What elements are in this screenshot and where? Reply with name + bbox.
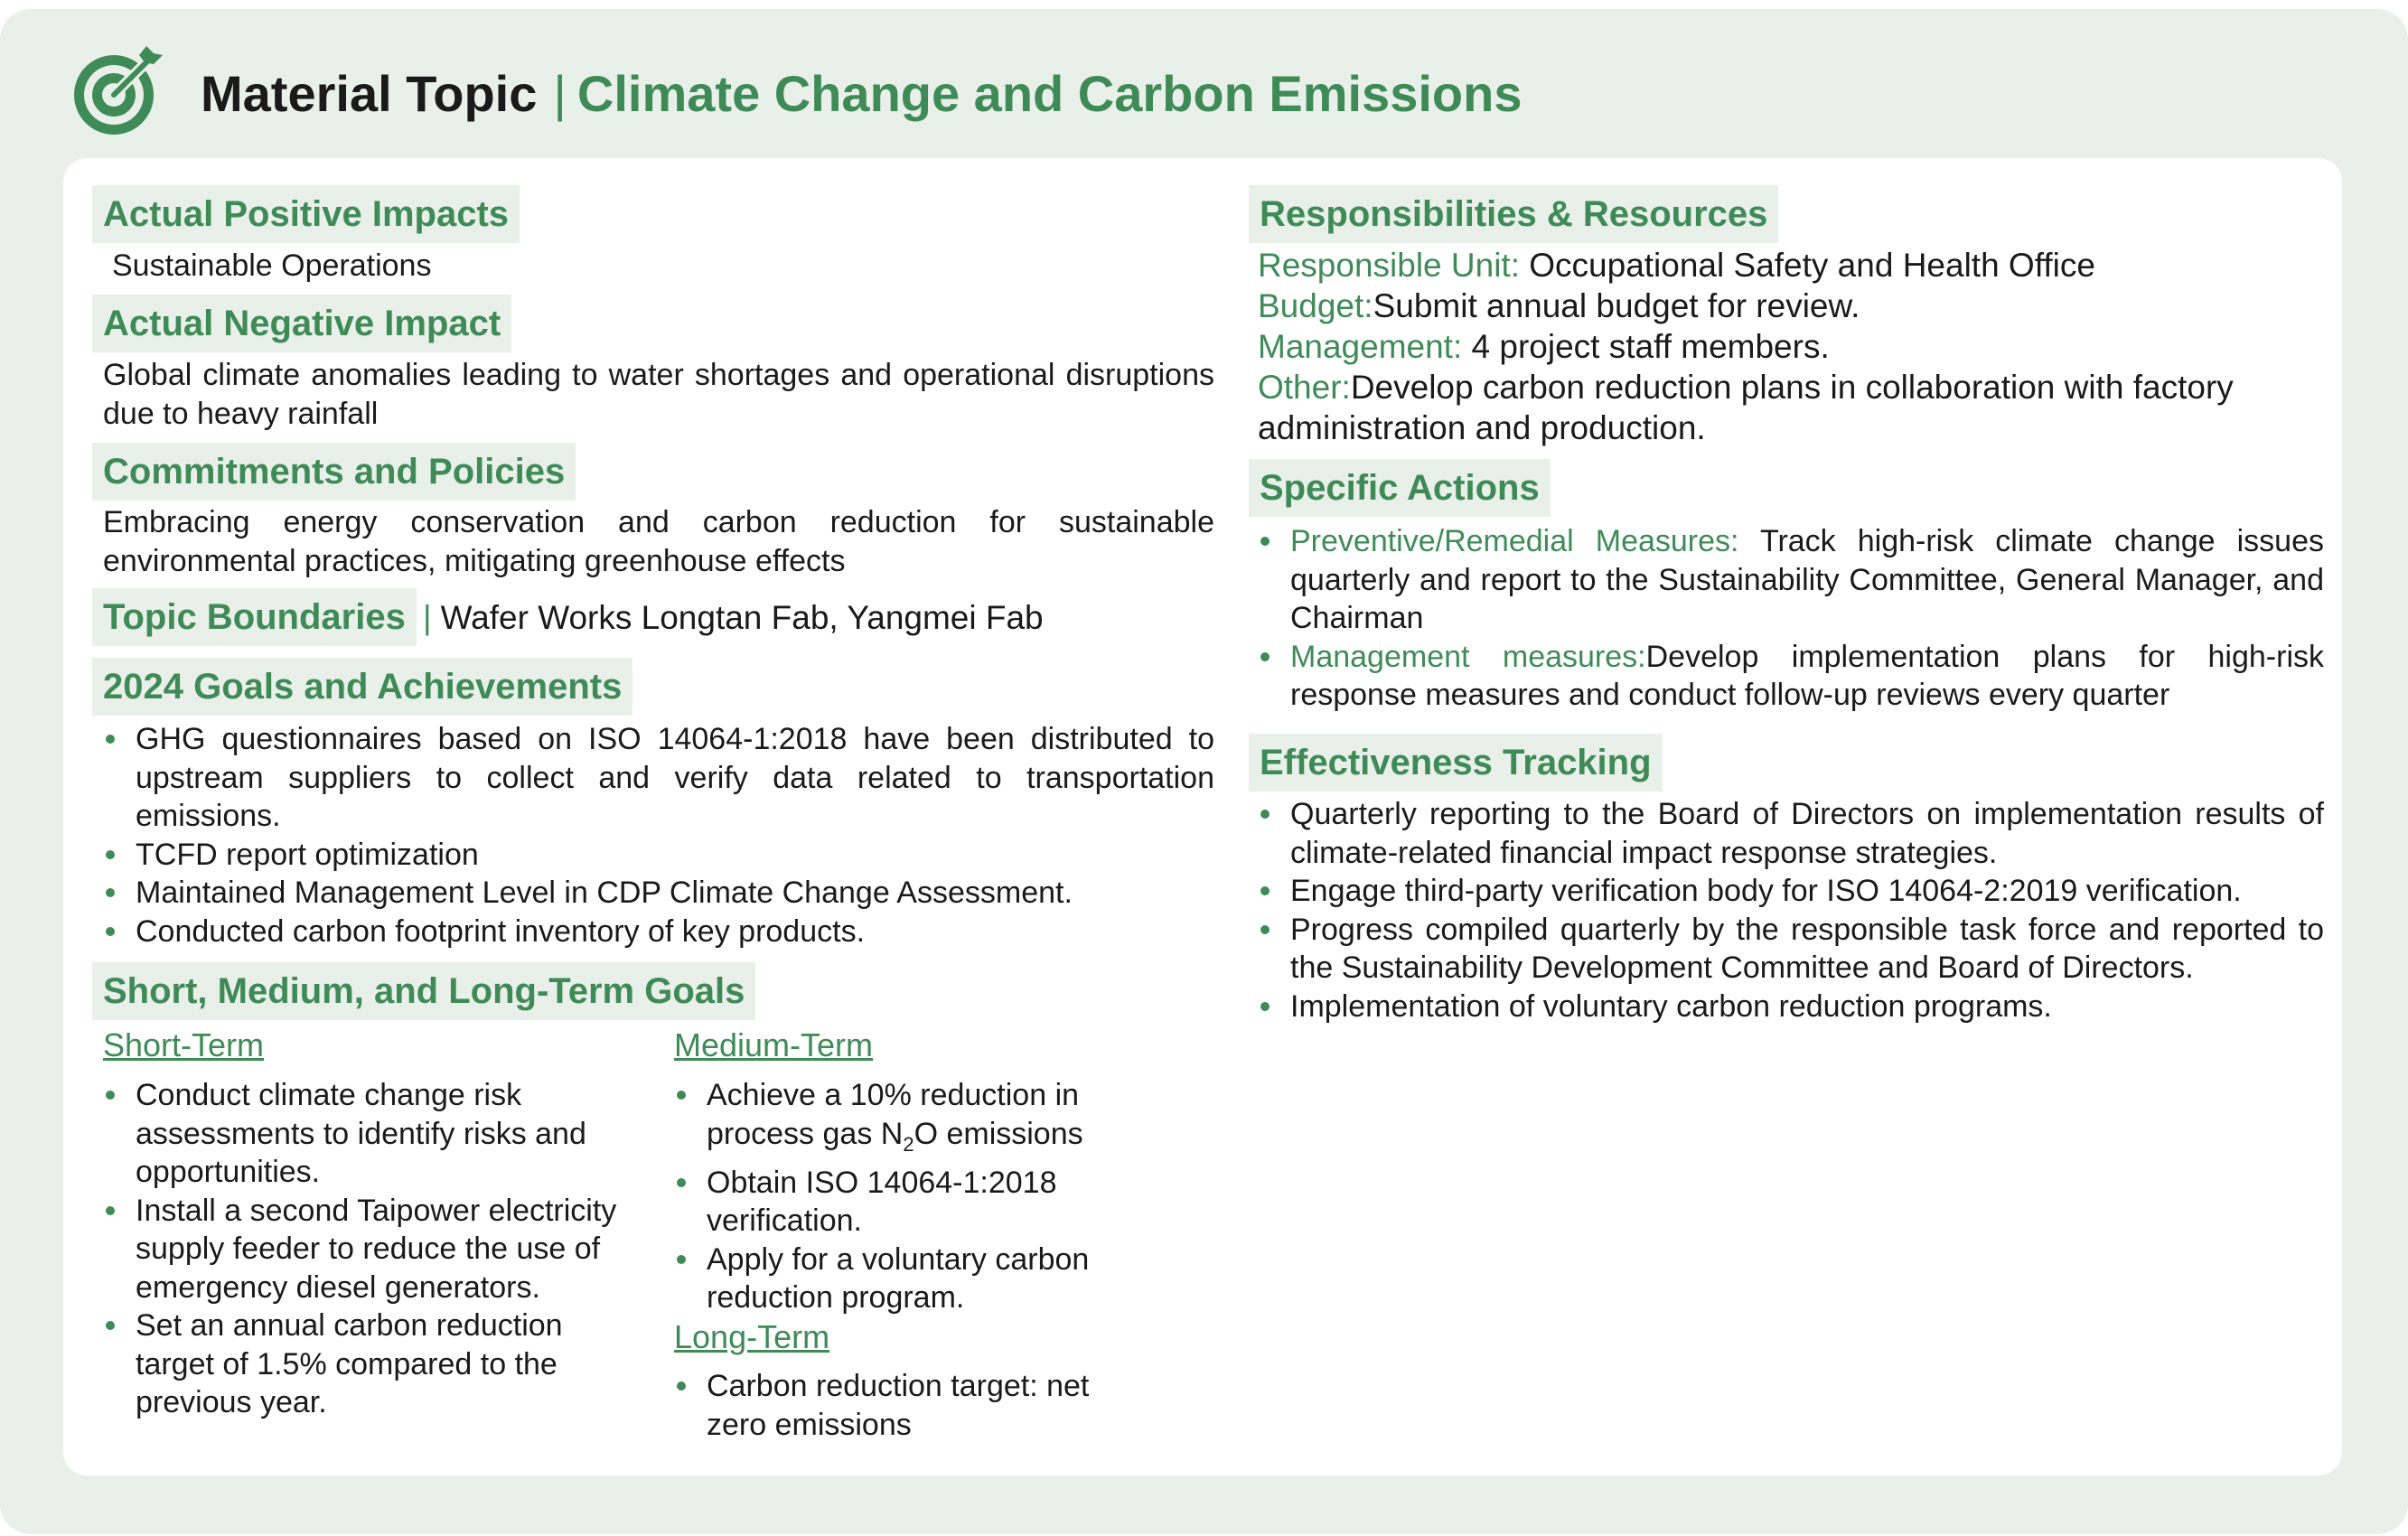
short-term-label: Short-Term <box>103 1026 265 1063</box>
list-item: Set an annual carbon reduction target of 1.5% compared to the previous year. <box>103 1307 618 1422</box>
list-item: Maintained Management Level in CDP Climate Change Assessment. <box>103 874 1214 913</box>
management-line: Management: 4 project staff members. <box>1258 328 1830 365</box>
list-item: Carbon reduction target: net zero emissions <box>674 1367 1144 1444</box>
list-item: Apply for a voluntary carbon reduction program. <box>674 1241 1144 1317</box>
goals-2024-list <box>103 720 1214 951</box>
medium-term-list <box>674 1076 1144 1317</box>
content-panel <box>63 158 2342 1475</box>
list-item: Install a second Taipower electricity supply feeder to reduce the use of emergency diesel generators. <box>103 1192 618 1307</box>
boundaries-text: Wafer Works Longtan Fab, Yangmei Fab <box>440 599 1044 636</box>
list-item: Engage third-party verification body for ISO 14064-2:2019 verification. <box>1258 872 2324 911</box>
medium-term-label: Medium-Term <box>674 1026 874 1063</box>
negative-impact-text: Global climate anomalies leading to water shortages and operational disruptions due to heavy rainfall <box>103 358 1214 431</box>
page-header <box>69 43 1522 143</box>
boundaries-line <box>423 598 1044 637</box>
list-item: Obtain ISO 14064-1:2018 verification. <box>674 1164 1144 1241</box>
long-term-list <box>674 1367 1144 1444</box>
title-main: Material Topic <box>201 64 538 122</box>
budget-line: Budget:Submit annual budget for review. <box>1258 287 1860 324</box>
responsible-unit-line: Responsible Unit: Occupational Safety and Health Office <box>1258 247 2095 284</box>
list-item: Quarterly reporting to the Board of Directors on implementation results of climate-related financial impact response strategies. <box>1258 795 2324 872</box>
responsibilities-heading: Responsibilities & Resources <box>1249 185 1778 243</box>
short-term-list <box>103 1076 618 1422</box>
specific-actions-list <box>1258 522 2324 715</box>
boundaries-separator: | <box>423 599 432 636</box>
commitments-text: Embracing energy conservation and carbon reduction for sustainable environmental practices, mitigating greenhouse effects <box>103 505 1214 578</box>
list-item: Preventive/Remedial Measures: Track high-risk climate change issues quarterly and report to the Sustainability Committee, General Manager, and Chairman <box>1258 522 2324 638</box>
other-line: Other:Develop carbon reduction plans in collaboration with factory administration and production. <box>1258 369 2234 446</box>
commitments-heading: Commitments and Policies <box>92 443 576 501</box>
term-goals-heading: Short, Medium, and Long-Term Goals <box>92 962 755 1020</box>
list-item: TCFD report optimization <box>103 836 1214 875</box>
long-term-label: Long-Term <box>674 1318 830 1355</box>
negative-impact-heading: Actual Negative Impact <box>92 295 511 352</box>
list-item: GHG questionnaires based on ISO 14064-1:2018 have been distributed to upstream suppliers to collect and verify data related to transportation emissions. <box>103 720 1214 836</box>
effectiveness-heading: Effectiveness Tracking <box>1249 734 1663 791</box>
goals-2024-heading: 2024 Goals and Achievements <box>92 658 632 716</box>
target-icon <box>69 42 166 145</box>
positive-impacts-text: Sustainable Operations <box>112 248 432 283</box>
list-item: Conduct climate change risk assessments to identify risks and opportunities. <box>103 1076 618 1192</box>
positive-impacts-heading: Actual Positive Impacts <box>92 185 520 243</box>
list-item: Conducted carbon footprint inventory of key products. <box>103 913 1214 951</box>
boundaries-heading: Topic Boundaries <box>92 588 417 646</box>
list-item: Implementation of voluntary carbon reduction programs. <box>1258 988 2324 1026</box>
title-sub: Climate Change and Carbon Emissions <box>576 64 1523 122</box>
list-item: Progress compiled quarterly by the responsible task force and reported to the Sustainability Development Committee and Board of Directors. <box>1258 911 2324 988</box>
title-separator: | <box>553 64 567 122</box>
page-title <box>201 64 1522 123</box>
list-item: Management measures:Develop implementation plans for high-risk response measures and conduct follow-up reviews every quarter <box>1258 638 2324 715</box>
specific-actions-heading: Specific Actions <box>1249 459 1551 517</box>
list-item: Achieve a 10% reduction in process gas $N_2O$ emissions <box>674 1076 1144 1164</box>
responsibilities-block <box>1258 245 2333 448</box>
effectiveness-list <box>1258 795 2324 1026</box>
